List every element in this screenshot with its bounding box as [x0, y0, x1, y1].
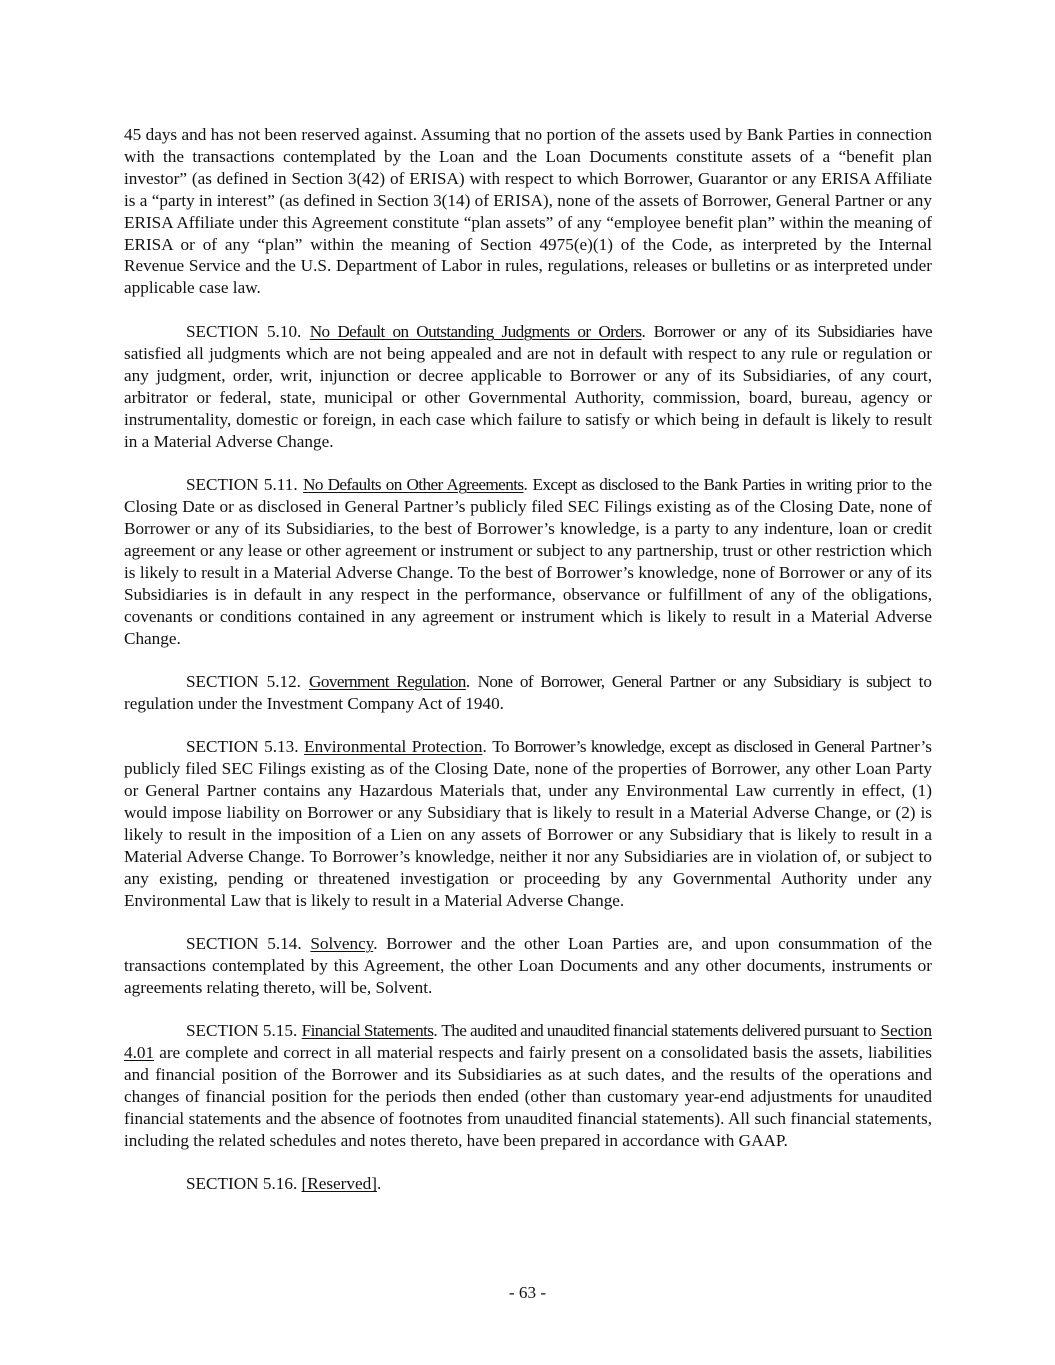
section-number: SECTION 5.13. [186, 737, 299, 757]
section-title: [Reserved] [301, 1174, 377, 1194]
section-lead: None of Borrower, General Partner or any Subsidiary is subject [477, 671, 911, 691]
section-number: SECTION 5.15. [186, 1021, 298, 1041]
section-body: Partner’s publicly filed SEC Filings existing as of the Closing Date, none of the properties of Borrower, any other Loan Party or General Partner contains any Hazardous Materials that, under any Environmental Law currently in effect, (1) would impose liability on Borrower or any Subsidiary that is likely to result in a Material Adverse Change, or (2) is likely to result in the imposition of a Lien on any assets of Borrower or any Subsidiary that is likely to result in a Material Adverse Change. To Borrower’s knowledge, neither it nor any Subsidiaries are in violation of, or subject to any existing, pending or threatened investigation or proceeding by any Governmental Authority under any Environmental Law that is likely to result in a Material Adverse Change. [124, 737, 932, 910]
section-5-13: SECTION 5.13. Environmental Protection. To Borrower’s knowledge, except as disclosed in General Partner’s publicly filed SEC Filings existing as of the Closing Date, none of the properties of Borrower, any other Loan Party or General Partner contains any Hazardous Materials that, under any Environmental Law currently in effect, (1) would impose liability on Borrower or any Subsidiary that is likely to result in a Material Adverse Change, or (2) is likely to result in the imposition of a Lien on any assets of Borrower or any Subsidiary that is likely to result in a Material Adverse Change. To Borrower’s knowledge, neither it nor any Subsidiaries are in violation of, or subject to any existing, pending or threatened investigation or proceeding by any Governmental Authority under any Environmental Law that is likely to result in a Material Adverse Change. [124, 737, 932, 910]
section-5-16: SECTION 5.16. [Reserved]. [186, 1174, 382, 1194]
section-lead: The audited and unaudited financial statements delivered pursuant [441, 1021, 859, 1041]
section-title: Solvency [310, 934, 374, 953]
section-number: SECTION 5.10. [186, 322, 302, 342]
section-title: Financial Statements [301, 1021, 434, 1041]
section-5-15: SECTION 5.15. Financial Statements. The audited and unaudited financial statements delivered pursuant to Section 4.01 are complete and correct in all material respects and fairly present on a consolidated basis the assets, liabilities and financial position of the Borrower and its Subsidiaries as at such dates, and the results of the operations and changes of financial position for the periods then ended (other than customary year-end adjustments for unaudited financial statements and the absence of footnotes from unaudited financial statements). All such financial statements, including the related schedules and notes thereto, have been prepared in accordance with GAAP. [124, 1021, 933, 1150]
section-body: to regulation under the Investment Company Act of 1940. [124, 671, 932, 713]
section-title: Environmental Protection [304, 737, 483, 757]
section-number: SECTION 5.11. [186, 475, 298, 495]
section-number: SECTION 5.14. [186, 934, 302, 953]
section-number: SECTION 5.16. [186, 1174, 298, 1194]
section-body: to the Closing Date or as disclosed in General Partner’s publicly filed SEC Filings existing as of the Closing Date, none of Borrower or any of its Subsidiaries, to the best of Borrower’s knowledge, is a party to any indenture, loan or credit agreement or any lease or other agreement or instrument or subject to any partnership, trust or other restriction which is likely to result in a Material Adverse Change. To the best of Borrower’s knowledge, none of Borrower or any of its Subsidiaries is in default in any respect in the performance, observance or fulfillment of any of the obligations, covenants or conditions contained in any agreement or instrument which is likely to result in a Material Adverse Change. [124, 475, 933, 648]
section-lead: Borrower and the other Loan Parties are, and upon consummation of the [386, 934, 933, 953]
section-title: No Default on Outstanding Judgments or Orders [309, 322, 642, 342]
section-title: No Defaults on Other Agreements [303, 475, 524, 495]
section-body: transactions contemplated by this Agreement, the other Loan Documents and any other documents, instruments or agreements relating thereto, will be, Solvent. [124, 955, 932, 997]
section-title: Government Regulation [309, 671, 466, 691]
section-reference: Section 4.01 [124, 1021, 933, 1063]
section-number: SECTION 5.12. [186, 671, 301, 691]
section-5-11: SECTION 5.11. No Defaults on Other Agreements. Except as disclosed to the Bank Parties in writing prior to the Closing Date or as disclosed in General Partner’s publicly filed SEC Filings existing as of the Closing Date, none of Borrower or any of its Subsidiaries, to the best of Borrower’s knowledge, is a party to any indenture, loan or credit agreement or any lease or other agreement or instrument or subject to any partnership, trust or other restriction which is likely to result in a Material Adverse Change. To the best of Borrower’s knowledge, none of Borrower or any of its Subsidiaries is in default in any respect in the performance, observance or fulfillment of any of the obligations, covenants or conditions contained in any agreement or instrument which is likely to result in a Material Adverse Change. [124, 475, 933, 648]
section-body-prefix: to [862, 1021, 877, 1041]
section-lead: Borrower or any of its Subsidiaries have [653, 322, 933, 342]
section-5-14: SECTION 5.14. Solvency. Borrower and the other Loan Parties are, and upon consummation of the transactions contemplated by this Agreement, the other Loan Documents and any other documents, instruments or agreements relating thereto, will be, Solvent. [124, 934, 933, 997]
section-lead: Except as disclosed to the Bank Parties in writing prior [532, 475, 887, 495]
continuation-paragraph: 45 days and has not been reserved against. Assuming that no portion of the assets used by Bank Parties in connection with the transactions contemplated by the Loan and the Loan Documents constitute assets of a “benefit plan investor” (as defined in Section 3(42) of ERISA) with respect to which Borrower, Guarantor or any ERISA Affiliate is a “party in interest” (as defined in Section 3(14) of ERISA), none of the assets of Borrower, General Partner or any ERISA Affiliate under this Agreement constitute “plan assets” of any “employee benefit plan” within the meaning of ERISA or of any “plan” within the meaning of Section 4975(e)(1) of the Code, as interpreted by the Internal Revenue Service and the U.S. Department of Labor in rules, regulations, releases or bulletins or as interpreted under applicable case law. [124, 125, 932, 298]
section-body: satisfied all judgments which are not being appealed and are not in default with respect to any rule or regulation or any judgment, order, writ, injunction or decree applicable to Borrower or any of its Subsidiaries, of any court, arbitrator or federal, state, municipal or other Governmental Authority, commission, board, bureau, agency or instrumentality, domestic or foreign, in each case which failure to satisfy or which being in default is likely to result in a Material Adverse Change. [124, 344, 932, 451]
section-body: are complete and correct in all material respects and fairly present on a consolidated basis the assets, liabilities and financial position of the Borrower and its Subsidiaries as at such dates, and the results of the operations and changes of financial position for the periods then ended (other than customary year-end adjustments for unaudited financial statements and the absence of footnotes from unaudited financial statements). All such financial statements, including the related schedules and notes thereto, have been prepared in accordance with GAAP. [124, 1043, 932, 1150]
section-lead: To Borrower’s knowledge, except as disclosed in General [492, 737, 865, 757]
section-5-12: SECTION 5.12. Government Regulation. None of Borrower, General Partner or any Subsidiary is subject to regulation under the Investment Company Act of 1940. [124, 671, 932, 713]
page-number: - 63 - [508, 1283, 547, 1302]
document-page [124, 124, 932, 1217]
section-5-10: SECTION 5.10. No Default on Outstanding Judgments or Orders. Borrower or any of its Subsidiaries have satisfied all judgments which are not being appealed and are not in default with respect to any rule or regulation or any judgment, order, writ, injunction or decree applicable to Borrower or any of its Subsidiaries, of any court, arbitrator or federal, state, municipal or other Governmental Authority, commission, board, bureau, agency or instrumentality, domestic or foreign, in each case which failure to satisfy or which being in default is likely to result in a Material Adverse Change. [124, 322, 933, 451]
